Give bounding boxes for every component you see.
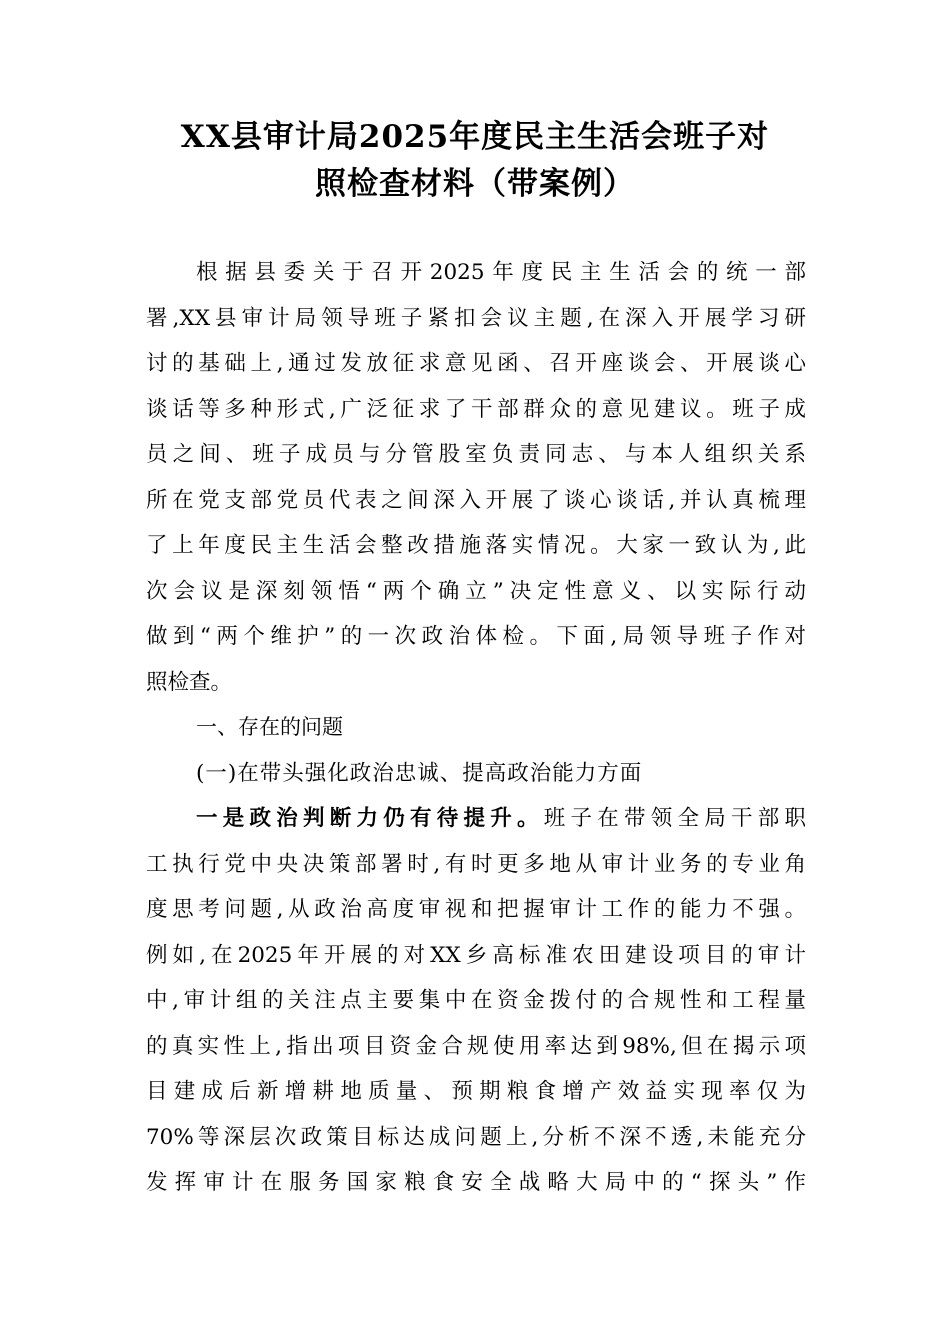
intro-line: 所在党支部党员代表之间深入开展了谈心谈话,并认真梳理 xyxy=(146,487,806,513)
point-line: 度思考问题,从政治高度审视和把握审计工作的能力不强。 xyxy=(146,897,806,922)
point-line: 例如,在2025年开展的对XX乡高标准农田建设项目的审计 xyxy=(146,942,806,968)
section-heading: 一、存在的问题 xyxy=(196,715,343,739)
point-lead: 一是政治判断力仍有待提升。 xyxy=(196,806,544,831)
intro-line: 次会议是深刻领悟“两个确立”决定性意义、以实际行动 xyxy=(146,578,806,604)
point-line: 目建成后新增耕地质量、预期粮食增产效益实现率仅为 xyxy=(146,1079,806,1104)
point-line: 工执行党中央决策部署时,有时更多地从审计业务的专业角 xyxy=(146,851,806,877)
intro-line: 做到“两个维护”的一次政治体检。下面,局领导班子作对 xyxy=(146,624,806,649)
intro-line: 署,XX县审计局领导班子紧扣会议主题,在深入开展学习研 xyxy=(146,305,806,331)
title-line-1: XX县审计局2025年度民主生活会班子对 xyxy=(180,119,770,155)
intro-line: 讨的基础上,通过发放征求意见函、召开座谈会、开展谈心 xyxy=(146,351,806,376)
document-title xyxy=(130,114,820,208)
point-line: 中,审计组的关注点主要集中在资金拨付的合规性和工程量 xyxy=(146,988,806,1013)
point-line: 70%等深层次政策目标达成问题上,分析不深不透,未能充分 xyxy=(146,1124,806,1150)
intro-line: 员之间、班子成员与分管股室负责同志、与本人组织关系 xyxy=(146,442,806,467)
point-line: 的真实性上,指出项目资金合规使用率达到98%,但在揭示项 xyxy=(146,1033,806,1059)
point-first-line xyxy=(146,796,806,842)
document-body xyxy=(146,250,806,1206)
title-line-2: 照检查材料（带案例） xyxy=(315,166,635,202)
intro-line: 了上年度民主生活会整改措施落实情况。大家一致认为,此 xyxy=(146,533,806,558)
intro-line: 谈话等多种形式,广泛征求了干部群众的意见建议。班子成 xyxy=(146,396,806,422)
point-first-line-rest: 班子在带领全局干部职 xyxy=(543,806,806,831)
subsection-heading: (一)在带头强化政治忠诚、提高政治能力方面 xyxy=(196,760,643,786)
point-line: 发挥审计在服务国家粮食安全战略大局中的“探头”作 xyxy=(146,1170,806,1195)
intro-line: 照检查。 xyxy=(146,669,233,695)
intro-line: 根据县委关于召开2025年度民主生活会的统一部 xyxy=(196,260,806,285)
